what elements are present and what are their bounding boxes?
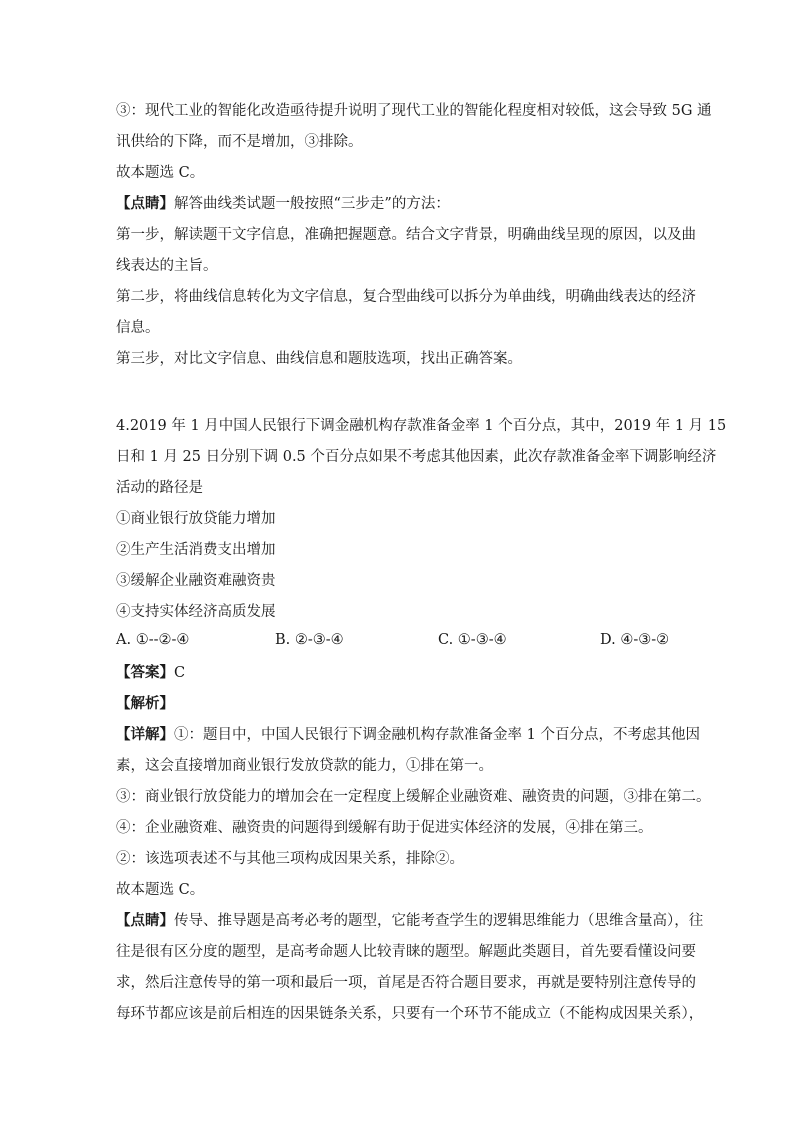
tip-heading-q3 [116, 194, 696, 214]
tip-text-q4: 传导、推导题是高考必考的题型，它能考查学生的逻辑思维能力（思维含量高），往 [174, 913, 704, 929]
conclusion-q3: 故本题选 C。 [116, 165, 205, 181]
analysis-heading: 【解析】 [116, 695, 174, 712]
detail-line-2: ③：商业银行放贷能力的增加会在一定程度上缓解企业融资难、融资贵的问题，③排在第二。 [116, 789, 711, 805]
conclusion-q4: 故本题选 C。 [116, 882, 205, 898]
step-2-line-a: 第二步，将曲线信息转化为文字信息，复合型曲线可以拆分为单曲线，明确曲线表达的经济 [116, 289, 696, 305]
tip-line-3: 求，然后注意传导的第一项和最后一项，首尾是否符合题目要求，再就是要特别注意传导的 [116, 975, 696, 991]
detail-line-1-cont: 素，这会直接增加商业银行发放贷款的能力，①排在第一。 [116, 758, 493, 774]
tip-label-q4: 【点睛】 [116, 912, 174, 929]
tip-label: 【点睛】 [116, 195, 174, 212]
detail-label: 【详解】 [116, 726, 174, 743]
question-4-stem-line-3: 活动的路径是 [116, 480, 203, 496]
tip-line-4: 每环节都应该是前后相连的因果链条关系，只要有一个环节不能成立（不能构成因果关系）， [116, 1006, 704, 1022]
question-4-stem-line-2: 日和 1 月 25 日分别下调 0.5 个百分点如果不考虑其他因素，此次存款准备金率下调影响经济 [116, 449, 717, 465]
answer-value: C [174, 665, 186, 681]
tip-line-1 [116, 911, 704, 931]
detail-line-4: ②：该选项表述不与其他三项构成因果关系，排除②。 [116, 851, 464, 867]
step-2-line-b: 信息。 [116, 320, 160, 336]
option-d: D. ④-③-② [600, 632, 670, 648]
option-c: C. ①-③-④ [438, 632, 507, 648]
answer-options [116, 632, 696, 652]
statement-item-4: ④支持实体经济高质发展 [116, 604, 276, 620]
answer-line [116, 663, 696, 683]
option-b: B. ②-③-④ [275, 632, 344, 648]
detail-text: ①：题目中，中国人民银行下调金融机构存款准备金率 1 个百分点，不考虑其他因 [174, 727, 700, 743]
option-a: A. ①--②-④ [116, 632, 190, 648]
tip-text: 解答曲线类试题一般按照“三步走”的方法： [174, 196, 450, 212]
statement-item-1: ①商业银行放贷能力增加 [116, 511, 276, 527]
detail-line-1 [116, 725, 700, 745]
step-1-line-a: 第一步，解读题干文字信息，准确把握题意。结合文字背景，明确曲线呈现的原因，以及曲 [116, 227, 696, 243]
analysis-line-3: ③：现代工业的智能化改造亟待提升说明了现代工业的智能化程度相对较低，这会导致 5G 通 [116, 103, 712, 119]
statement-item-3: ③缓解企业融资难融资贵 [116, 573, 276, 589]
tip-line-2: 往是很有区分度的题型，是高考命题人比较青睐的题型。解题此类题目，首先要看懂设问要 [116, 944, 696, 960]
analysis-line-3-cont: 讯供给的下降，而不是增加，③排除。 [116, 134, 363, 150]
step-3-line: 第三步，对比文字信息、曲线信息和题肢选项，找出正确答案。 [116, 351, 522, 367]
question-4-stem-line-1: 4.2019 年 1 月中国人民银行下调金融机构存款准备金率 1 个百分点，其中，2019 年 1 月 15 [116, 418, 727, 434]
answer-label: 【答案】 [116, 664, 174, 681]
statement-item-2: ②生产生活消费支出增加 [116, 542, 276, 558]
step-1-line-b: 线表达的主旨。 [116, 258, 218, 274]
detail-line-3: ④：企业融资难、融资贵的问题得到缓解有助于促进实体经济的发展，④排在第三。 [116, 820, 653, 836]
